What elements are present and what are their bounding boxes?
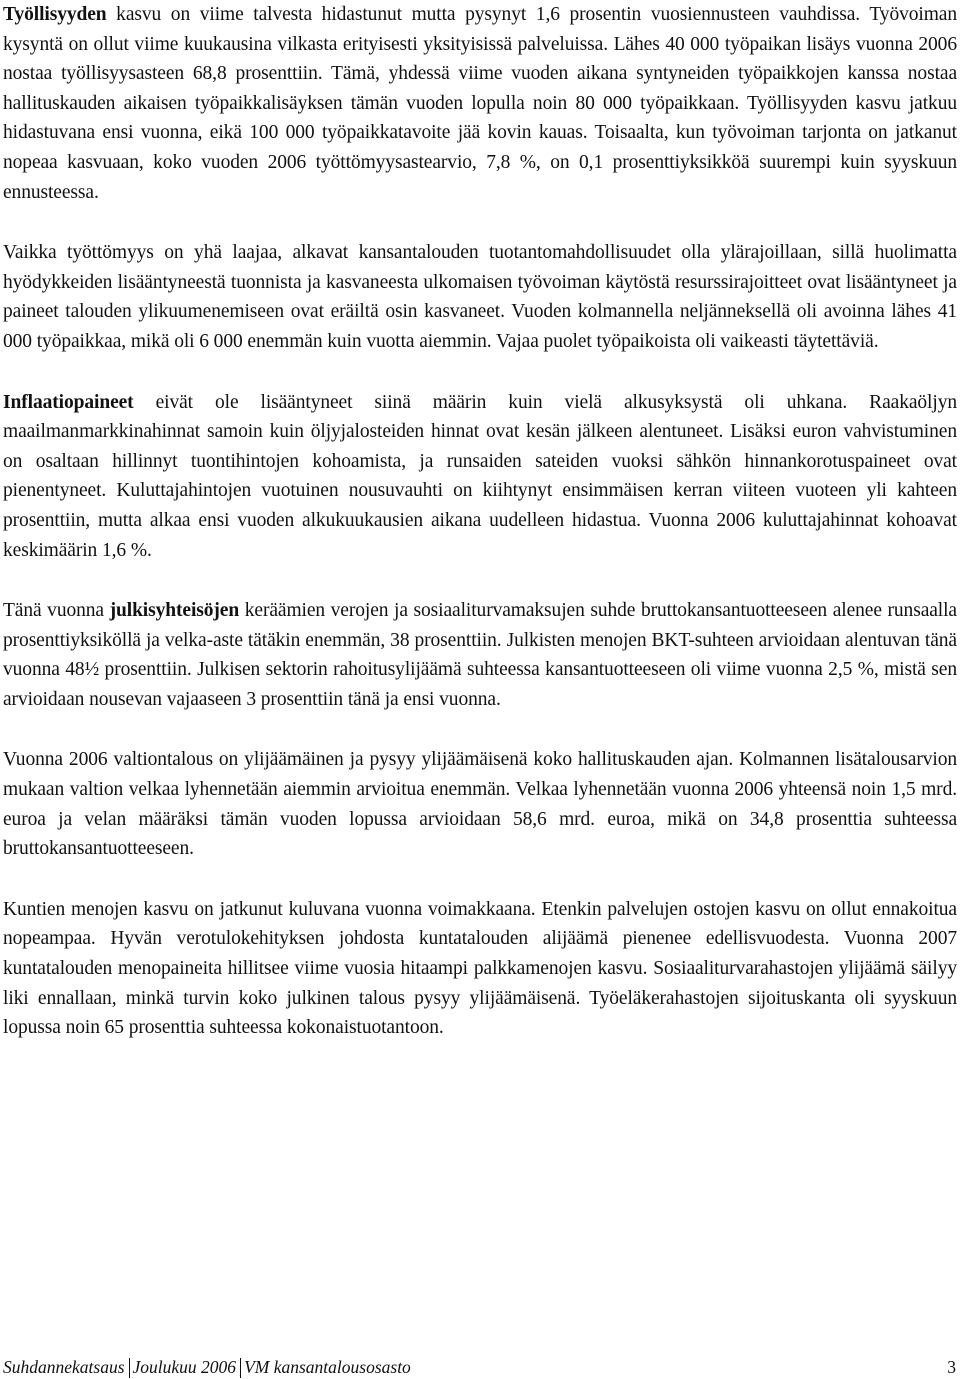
paragraph-employment: [3, 0, 957, 207]
keyword-public-sector: julkisyhteisöjen: [109, 600, 240, 622]
footer-publication: Suhdannekatsaus: [3, 1357, 125, 1377]
document-body: [3, 0, 957, 1043]
footer-divider: [129, 1358, 130, 1378]
keyword-inflation: Inflaatiopaineet: [3, 391, 134, 413]
paragraph-municipalities: [3, 895, 957, 1043]
paragraph-public-sector-intro: Tänä vuonna: [3, 600, 110, 622]
paragraph-inflation: [3, 388, 957, 566]
paragraph-central-government: [3, 745, 957, 863]
paragraph-public-sector-text: keräämien verojen ja sosiaaliturvamaksujen suhde bruttokansantuotteeseen alenee runsaalla prosenttiyksiköllä ja velka-aste tätäkin enemmän, 38 prosenttiin. Julkisten menojen BKT-suhteen arvioidaan alentuvan tänä vuonna 48½ prosenttiin. Julkisen sektorin rahoitusylijäämä suhteessa kansantuotteeseen oli viime vuonna 2,5 %, mistä sen arvioidaan nousevan vajaaseen 3 prosenttiin tänä ja ensi vuonna.: [3, 600, 957, 710]
footer-divider: [240, 1358, 241, 1378]
footer-department: VM kansantalousosasto: [244, 1357, 411, 1377]
page-number: 3: [947, 1357, 956, 1377]
paragraph-central-government-text: Vuonna 2006 valtiontalous on ylijäämäinen ja pysyy ylijäämäisenä koko hallituskauden ajan. Kolmannen lisätalousarvion mukaan valtion velkaa lyhennetään aiemmin arvioitua enemmän. Velkaa lyhennetään vuonna 2006 yhteensä noin 1,5 mrd. euroa ja velan määräksi tämän vuoden lopussa arvioidaan 58,6 mrd. euroa, mikä on 34,8 prosenttia suhteessa bruttokansantuotteeseen.: [3, 749, 957, 860]
paragraph-capacity-text: Vaikka työttömyys on yhä laajaa, alkavat kansantalouden tuotantomahdollisuudet olla ylärajoillaan, sillä huolimatta hyödykkeiden lisääntyneestä tuonnista ja kasvaneesta ulkomaisen työvoiman käytöstä resurssirajoitteet ovat lisääntyneet ja paineet talouden ylikuumenemiseen ovat eräiltä osin kasvaneet. Vuoden kolmannella neljänneksellä oli avoinna lähes 41 000 työpaikkaa, mikä oli 6 000 enemmän kuin vuotta aiemmin. Vajaa puolet työpaikoista oli vaikeasti täytettäviä.: [3, 242, 957, 352]
paragraph-employment-text: kasvu on viime talvesta hidastunut mutta pysynyt 1,6 prosentin vuosiennusteen vauhdissa. Työvoiman kysyntä on ollut viime kuukausina vilkasta erityisesti yksityisissä palveluissa. Lähes 40 000 työpaikan lisäys vuonna 2006 nostaa työllisyysasteen 68,8 prosenttiin. Tämä, yhdessä viime vuoden aikana syntyneiden työpaikkojen kanssa nostaa hallituskauden aikaisen työpaikkalisäyksen tämän vuoden lopulla noin 80 000 työpaikkaan. Työllisyyden kasvu jatkuu hidastuvana ensi vuonna, eikä 100 000 työpaikkatavoite jää kovin kauas. Toisaalta, kun työvoiman tarjonta on jatkanut nopeaa kasvuaan, koko vuoden 2006 työttömyysastearvio, 7,8 %, on 0,1 prosenttiyksikköä suurempi kuin syyskuun ennusteessa.: [3, 4, 957, 203]
paragraph-public-sector: [3, 596, 957, 714]
page-footer: [3, 1356, 956, 1378]
paragraph-inflation-text: eivät ole lisääntyneet siinä määrin kuin vielä alkusyksystä oli uhkana. Raakaöljyn maailmanmarkkinahinnat samoin kuin öljyjalosteiden hinnat ovat kesän jälkeen alentuneet. Lisäksi euron vahvistuminen on osaltaan hillinnyt tuontihintojen kohoamista, ja runsaiden sateiden vuoksi sähkön hinnankorotuspaineet ovat pienentyneet. Kuluttajahintojen vuotuinen nousuvauhti on kiihtynyt ensimmäisen kerran viiteen vuoteen yli kahteen prosenttiin, mutta alkaa ensi vuoden alkukuukausien aikana uudelleen hidastua. Vuonna 2006 kuluttajahinnat kohoavat keskimäärin 1,6 %.: [3, 391, 957, 561]
paragraph-capacity: [3, 238, 957, 356]
footer-issue: Joulukuu 2006: [132, 1357, 237, 1377]
paragraph-municipalities-text: Kuntien menojen kasvu on jatkunut kuluvana vuonna voimakkaana. Etenkin palvelujen ostojen kasvu on ollut ennakoitua nopeampaa. Hyvän verotulokehityksen johdosta kuntatalouden alijäämä pienenee edellisvuodesta. Vuonna 2007 kuntatalouden menopaineita hillitsee viime vuosia hitaampi palkkamenojen kasvu. Sosiaaliturvarahastojen ylijäämä säilyy liki ennallaan, minkä turvin koko julkinen talous pysyy ylijäämäisenä. Työeläkerahastojen sijoituskanta oli syyskuun lopussa noin 65 prosenttia suhteessa kokonaistuotantoon.: [3, 898, 957, 1039]
keyword-employment: Työllisyyden: [3, 4, 107, 25]
